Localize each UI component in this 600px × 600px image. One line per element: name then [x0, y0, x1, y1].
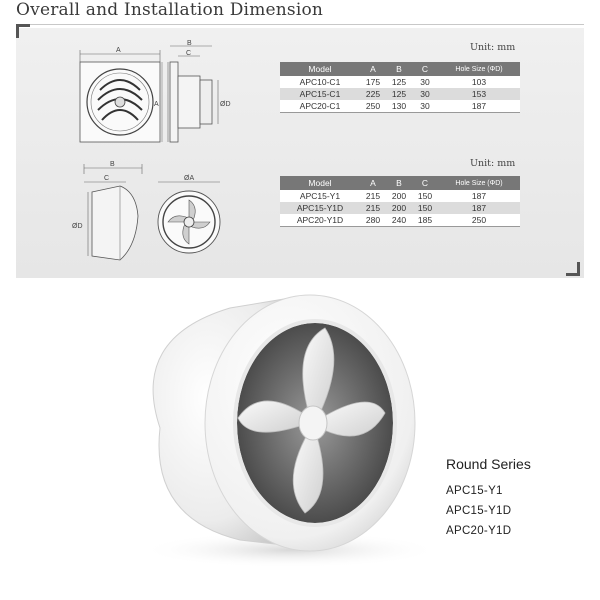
- page-title: Overall and Installation Dimension: [16, 0, 324, 20]
- dim-d-label: ØD: [220, 101, 231, 108]
- dim-b2-label: B: [110, 161, 115, 168]
- table-row: [280, 202, 520, 214]
- header-model: Model: [280, 176, 360, 190]
- table-row: [280, 214, 520, 226]
- title-divider: [16, 24, 584, 25]
- cell-a: 250: [360, 100, 386, 112]
- header-b: B: [386, 62, 412, 76]
- table-row: [280, 190, 520, 202]
- cell-c: 150: [412, 202, 438, 214]
- cell-b: 125: [386, 76, 412, 88]
- cell-b: 200: [386, 190, 412, 202]
- series-model-1: APC15-Y1: [446, 485, 503, 497]
- cell-b: 200: [386, 202, 412, 214]
- series-model-2: APC15-Y1D: [446, 505, 512, 517]
- cell-a: 225: [360, 88, 386, 100]
- header-hole-size: Hole Size (ΦD): [438, 62, 520, 76]
- cell-b: 125: [386, 88, 412, 100]
- cell-a: 280: [360, 214, 386, 226]
- spec-table-c1: [280, 62, 520, 113]
- cell-b: 240: [386, 214, 412, 226]
- cell-model: APC15-Y1D: [280, 202, 360, 214]
- table-row: [280, 88, 520, 100]
- round-fan-drawing: [70, 160, 240, 270]
- cell-model: APC20-Y1D: [280, 214, 360, 226]
- cell-a: 215: [360, 190, 386, 202]
- round-fan-product-image: [120, 278, 440, 583]
- cell-c: 185: [412, 214, 438, 226]
- unit-label-1: Unit: mm: [470, 42, 516, 53]
- cell-c: 150: [412, 190, 438, 202]
- cell-hole: 187: [438, 190, 520, 202]
- cell-hole: 187: [438, 100, 520, 112]
- header-a: A: [360, 176, 386, 190]
- header-model: Model: [280, 62, 360, 76]
- dim-d2-label: ØD: [72, 223, 83, 230]
- corner-bracket-bottom-right: [566, 262, 580, 276]
- cell-b: 130: [386, 100, 412, 112]
- cell-c: 30: [412, 88, 438, 100]
- cell-model: APC15-C1: [280, 88, 360, 100]
- cell-a: 175: [360, 76, 386, 88]
- cell-hole: 250: [438, 214, 520, 226]
- cell-hole: 153: [438, 88, 520, 100]
- dim-a-side-label: A: [154, 101, 159, 108]
- header-c: C: [412, 62, 438, 76]
- header-b: B: [386, 176, 412, 190]
- square-fan-drawing: [70, 40, 270, 150]
- header-a: A: [360, 62, 386, 76]
- unit-label-2: Unit: mm: [470, 158, 516, 169]
- cell-hole: 187: [438, 202, 520, 214]
- series-model-3: APC20-Y1D: [446, 525, 512, 537]
- table-row: [280, 100, 520, 112]
- header-c: C: [412, 176, 438, 190]
- cell-c: 30: [412, 100, 438, 112]
- header-hole-size: Hole Size (ΦD): [438, 176, 520, 190]
- dim-a-top-label: A: [116, 47, 121, 54]
- dim-c-label: C: [186, 50, 192, 57]
- corner-bracket-top-left: [16, 24, 30, 38]
- spec-table-y1: [280, 176, 520, 227]
- table-row: [280, 76, 520, 88]
- cell-c: 30: [412, 76, 438, 88]
- cell-model: APC10-C1: [280, 76, 360, 88]
- dim-c2-label: C: [104, 175, 110, 182]
- cell-hole: 103: [438, 76, 520, 88]
- cell-model: APC20-C1: [280, 100, 360, 112]
- cell-a: 215: [360, 202, 386, 214]
- dim-a2-label: ØA: [184, 175, 195, 182]
- cell-model: APC15-Y1: [280, 190, 360, 202]
- dim-b-label: B: [187, 40, 192, 47]
- series-name: Round Series: [446, 456, 531, 472]
